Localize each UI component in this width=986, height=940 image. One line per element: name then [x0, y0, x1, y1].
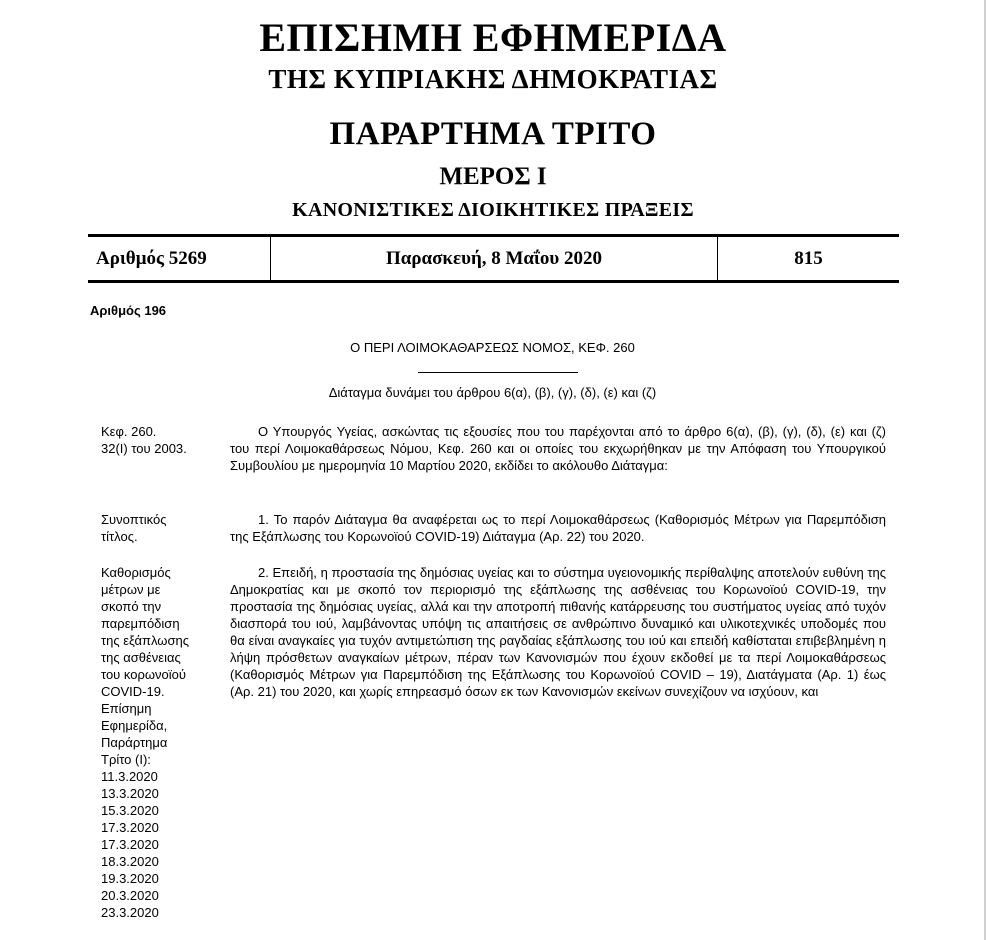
- margin-line: 11.3.2020: [101, 769, 158, 784]
- margin-line: Συνοπτικός: [101, 512, 167, 527]
- margin-line: 32(I) του 2003.: [101, 441, 187, 456]
- preamble-margin-note: [101, 423, 187, 457]
- margin-line: 19.3.2020: [101, 871, 159, 886]
- gazette-title: ΕΠΙΣΗΜΗ ΕΦΗΜΕΡΙΔΑ: [259, 15, 727, 60]
- margin-line: της ασθένειας: [101, 650, 181, 665]
- margin-line: 20.3.2020: [101, 888, 159, 903]
- margin-line: μέτρων με: [101, 582, 161, 597]
- section2-paragraph: [230, 564, 886, 700]
- decree-subtitle: Διάταγμα δυνάμει του άρθρου 6(α), (β), (γ), (δ), (ε) και (ζ): [328, 385, 657, 400]
- margin-line: 18.3.2020: [101, 854, 159, 869]
- law-title: Ο ΠΕΡΙ ΛΟΙΜΟΚΑΘΑΡΣΕΩΣ ΝΟΜΟΣ, ΚΕΦ. 260: [350, 340, 635, 355]
- margin-line: Εφημερίδα,: [101, 718, 168, 733]
- part-title: ΜΕΡΟΣ Ι: [439, 163, 547, 190]
- margin-line: Παράρτημα: [101, 735, 168, 750]
- section1-paragraph: [230, 511, 886, 545]
- margin-line: του κορωνοϊού: [101, 667, 186, 682]
- margin-line: τίτλος.: [101, 529, 138, 544]
- preamble-text: Ο Υπουργός Υγείας, ασκώντας τις εξουσίες που του παρέχονται από το άρθρο 6(α), (β), (γ), (δ), (ε) και (ζ) του περί Λοιμοκαθάρσεως Νόμου, Κεφ. 260 και οι οποίες του εκχωρήθηκαν με την Απόφαση του Υπουργικού Συμβουλίου με ημερομηνία 10 Μαρτίου 2020, εκδίδει το ακόλουθο Διάταγμα:: [230, 424, 886, 473]
- margin-line: 23.3.2020: [101, 905, 159, 920]
- margin-line: COVID-19.: [101, 684, 165, 699]
- title-rule: [418, 372, 578, 373]
- section2-margin-note: [101, 564, 189, 921]
- margin-line: Επίσημη: [101, 701, 152, 716]
- margin-line: 17.3.2020: [101, 837, 159, 852]
- page-number: 815: [794, 248, 823, 269]
- issue-number: Αριθμός 5269: [96, 248, 207, 269]
- issue-date: Παρασκευή, 8 Μαΐου 2020: [385, 248, 603, 269]
- margin-line: της εξάπλωσης: [101, 633, 189, 648]
- preamble-paragraph: [230, 423, 886, 474]
- section2-text: 2. Επειδή, η προστασία της δημόσιας υγείας και το σύστημα υγειονομικής περίθαλψης αποτελούν ευθύνη της Δημοκρατίας και με σκοπό τον περιορισμό της εξάπλωσης της ασθένειας του Κορωνοϊού COVID-19, την προστασία της δημόσιας υγείας, αλλά και την αποτροπή πιθανής κατάρρευσης του συστήματος υγείας από τυχόν διασπορά του ιού, λαμβάνοντας υπόψη τις απαιτήσεις σε ανθρώπινο δυναμικό και υλικοτεχνικές υποδομές που θα είναι αναγκαίες για τυχόν αντιμετώπιση της ραγδαίας εξάπλωσης του ιού και επειδή καθίσταται επιβεβλημένη η λήψη πρόσθετων αναγκαίων μέτρων, πέραν των Κανονισμών που έχουν εκδοθεί με τα περί Λοιμοκαθάρσεως (Καθορισμός Μέτρων για Παρεμπόδιση της Εξάπλωσης του Κορωνοϊού COVID – 19), Διατάγματα (Αρ. 1) έως (Αρ. 21) του 2020, και χωρίς επηρεασμό όσων εκ των Κανονισμών εκείνων συνεχίζουν να ισχύουν, και: [230, 565, 886, 699]
- margin-line: Κεφ. 260.: [101, 424, 157, 439]
- margin-line: σκοπό την: [101, 599, 162, 614]
- margin-line: παρεμπόδιση: [101, 616, 180, 631]
- margin-line: 15.3.2020: [101, 803, 159, 818]
- margin-line: 17.3.2020: [101, 820, 159, 835]
- issue-header-table: [88, 234, 899, 283]
- section-title: ΚΑΝΟΝΙΣΤΙΚΕΣ ΔΙΟΙΚΗΤΙΚΕΣ ΠΡΑΞΕΙΣ: [292, 199, 694, 221]
- document-number: Αριθμός 196: [90, 303, 167, 318]
- supplement-title: ΠΑΡΑΡΤΗΜΑ ΤΡΙΤΟ: [329, 116, 657, 152]
- section1-margin-note: [101, 511, 167, 545]
- margin-line: Καθορισμός: [101, 565, 171, 580]
- margin-line: Τρίτο (Ι):: [101, 752, 151, 767]
- margin-line: 13.3.2020: [101, 786, 159, 801]
- gazette-subtitle: ΤΗΣ ΚΥΠΡΙΑΚΗΣ ΔΗΜΟΚΡΑΤΙΑΣ: [268, 64, 718, 94]
- section1-text: 1. Το παρόν Διάταγμα θα αναφέρεται ως το περί Λοιμοκαθάρσεως (Καθορισμός Μέτρων για Παρεμπόδιση της Εξάπλωσης του Κορωνοϊού COVID-19) Διάταγμα (Αρ. 22) του 2020.: [230, 512, 886, 544]
